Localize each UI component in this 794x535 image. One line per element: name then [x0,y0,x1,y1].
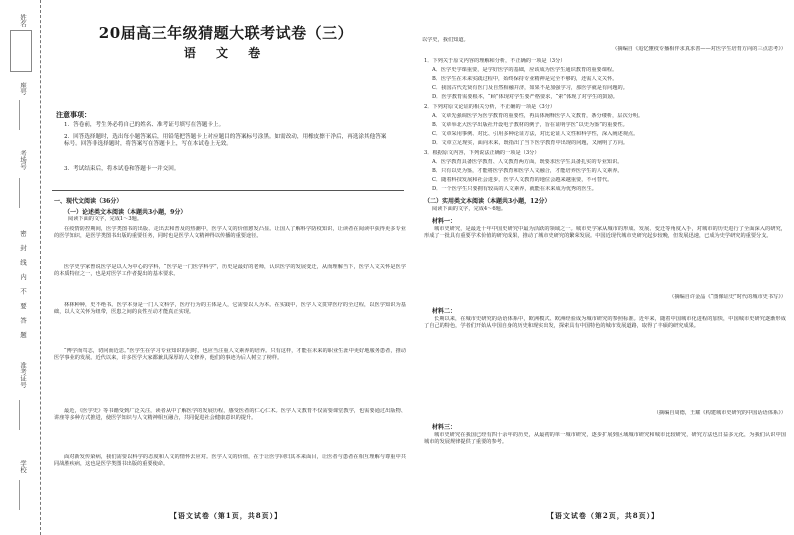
section-heading: 一、现代文阅读（36分） [54,198,123,205]
question-option: A．医学教育具备医学教育、人文教育两方面，既要求医学生具备扎实的专业知识。 [432,159,623,165]
material-source: （摘编自许金晶《“图像证史”时代的城市史书写》） [669,294,786,300]
question-option: D．一个医学生只要拥有较高的人文素养，就能在未来成为优秀的医生。 [432,186,597,192]
passage-paragraph: 面对新发传染病，我们需要以科学的态度和人文的情怀去应对。医学人文的价值，在于让医学回归其本来面目，让医者与患者在相互理解与尊重中共同战胜疾病，这也是医学类图书出版的重要使命。 [54,454,406,468]
question-option: A．文章先强调医学为医学教育的重要性，再具体阐释医学人文教育，条分缕析，层次分明。 [432,113,644,119]
reading-instruction: 阅读下面的文字，完成1～3题。 [68,216,143,222]
question-option: B．医学生在未来实践过程中，始终保持专业精神是完全不够的，还需人文关怀。 [432,76,618,82]
section-divider [52,190,404,191]
binding-strip [0,0,41,535]
strip-divider [19,400,20,430]
strip-label-name: 姓名 [19,14,27,27]
material-label: 材料二： [432,308,457,315]
passage-paragraph: 医学史学家曾说医学是以人为中心的学科，“医学是一门医学科学”，历史是最好的老师，认识医学的发展变迁，从而理解当下，医学人文关怀是医学的本质特征之一，也是对医学工作者提出的基本要求。 [54,264,406,278]
question-option: B．只有以史为鉴，才能将医学教育和医学人文融合，才能培养医学生的人文素养。 [432,168,623,174]
question-option: C．随着科技发展和社会进步，医学人文教育的地位会越来越重要，不可替代。 [432,177,613,183]
passage-continuation: 以学史，我们知道。 [422,37,469,43]
passage-paragraph: “博学而笃志，切问而近思。”医学生在学习专业知识的同时，也应当注重人文素养的培养。只有这样，才能在未来的职业生涯中更好地服务患者，推动医学事业的发展。近代以来，许多医学大家都兼具深厚的人文修养，他们的事迹为后人树立了榜样。 [54,348,406,362]
question-stem: 1．下列关于原文内容的理解和分析，不正确的一项是（3分） [424,58,566,64]
material-paragraph: 长期以来，在城市史研究的话语体系中，欧洲模式、欧洲经验成为城市研究的参照标准。近年来，随着中国城市化进程的加快，中国城市史研究逐渐形成了自己的特色，学者们开始从中国自身的历史和现实出发，探索具有中国特色的城市发展道路，取得了丰硕的研究成果。 [424,316,786,330]
subsection-heading: （二）实用类文本阅读（本题共3小题，12分） [424,198,551,205]
notice-item: 3．考试结束后，将本试卷和答题卡一并交回。 [64,166,180,172]
strip-label-school: 学校 [19,460,27,473]
passage-paragraph: 在疫情防控期间，医学类图书的出版、走出去和普及的热潮中，医学人文的价值愈发凸显。让国人了解科学防疫知识，让读者在阅读中获得更多专业的医学知识，是医学类图书出版的重要任务，同时也是医学人文精神得以传播的重要途径。 [54,226,406,240]
question-option: D．文章立足现实，面向未来，既指出了当下医学教育中出现的问题，又阐明了方向。 [432,140,629,146]
question-option: B．文章举北大医学出版社开设电子教材的例子，旨在证明学医“以史为鉴”的重要性。 [432,122,628,128]
notice-heading: 注意事项： [56,110,91,119]
strip-label-exam-id: 准考证号 [19,362,27,388]
question-option: C．文章采用事例、对比、引用多种论证方法，对比论证人文性和科学性，深入阐述观点。 [432,131,639,137]
question-stem: 2．下列对原文论证的相关分析，不正确的一项是（3分） [424,104,556,110]
material-source: （摘编自周德，王耀《构建城市史研究的中国话语体系》） [653,410,786,416]
strip-box-name [10,30,32,72]
material-paragraph: 城市史研究在我国已经有四十余年的历史，从最初的单一城市研究，逐步扩展到区域城市研究和城市比较研究，研究方法也日益多元化，为我们认识中国城市的发展规律提供了重要的参考。 [424,432,786,446]
exam-page-1 [42,0,410,535]
question-stem: 3．根据原文内容，下列说法正确的一项是（3分） [424,150,540,156]
passage-source: （摘编自《追忆懂疫专播相伴求真求善——对医学生培育方向的三点思考》） [612,46,786,52]
material-paragraph: 城市史研究，是最近十年中国史研究中最为活跃的领域之一。城市史学家从城市的形成、发展、变迁等角度入手，对城市的历史进行了全面深入的研究，形成了一批具有重要学术价值的研究成果，推动了城市史研究的繁荣发展。中国近现代城市史研究起步较晚，但发展迅速，已成为史学研究的重要分支。 [424,226,786,240]
passage-paragraph: 最近，《医学史》等书籍受到广泛关注，读者从中了解医学的发展历程，感受医者的仁心仁术。医学人文教育不仅需要课堂教学，也需要通过出版物、讲座等多种方式推进，使医学知识与人文精神相互融合，共同促进社会健康意识的提升。 [54,408,406,422]
exam-subject: 语 文 卷 [183,46,269,60]
subsection-heading: （一）论述类文本阅读（本题共3小题，9分） [64,209,187,216]
strip-divider [19,178,20,208]
exam-title: 20届高三年级猜题大联考试卷（三） [98,24,354,42]
question-option: C．我国古代先贤有医门及自然相融并济，如果不是加强学习，那医学就是有问题的。 [432,85,628,91]
material-label: 材料一： [432,218,457,225]
reading-instruction: 阅读下面的文字，完成4～6题。 [432,206,507,212]
page-footer: 【语文试卷（第1页，共8页）】 [169,511,283,520]
strip-label-room: 考场号 [19,150,27,170]
exam-page-2 [418,0,788,535]
strip-divider [19,480,20,510]
strip-label-seat: 座号 [19,82,27,95]
notice-item: 1．答卷前，考生务必将自己的姓名、准考证号填写在答题卡上。 [64,122,225,128]
passage-paragraph: 林林种种，史不绝书。医学本身是一门人文科学，医疗行为的主体是人，它需要以人为本。在实践中，医学人文贯穿医疗的全过程，以医学知识为基础，以人文关怀为纽带，医患之间的良性互动才能真正实现。 [54,302,406,316]
strip-seal-text: 密 封 线 内 不 要 答 题 [19,230,27,338]
material-label: 材料三： [432,424,457,431]
page-footer: 【语文试卷（第2页，共8页）】 [546,511,660,520]
strip-divider [19,100,20,130]
question-option: D．医学教育需要根本，“顾”体现对学生要严格要求，“索”体现了对学生的鼓励。 [432,94,618,100]
question-option: A．医学史学课重要，是学好医学的基础，应该成为医学生通识教育的重要课程。 [432,67,618,73]
notice-item: 2．回答选择题时，选出每小题答案后，用铅笔把答题卡上对应题目的答案标号涂黑。如需改动，用橡皮擦干净后，再选涂其他答案标号。回答非选择题时，将答案写在答题卡上，写在本试卷上无效。 [64,134,387,147]
